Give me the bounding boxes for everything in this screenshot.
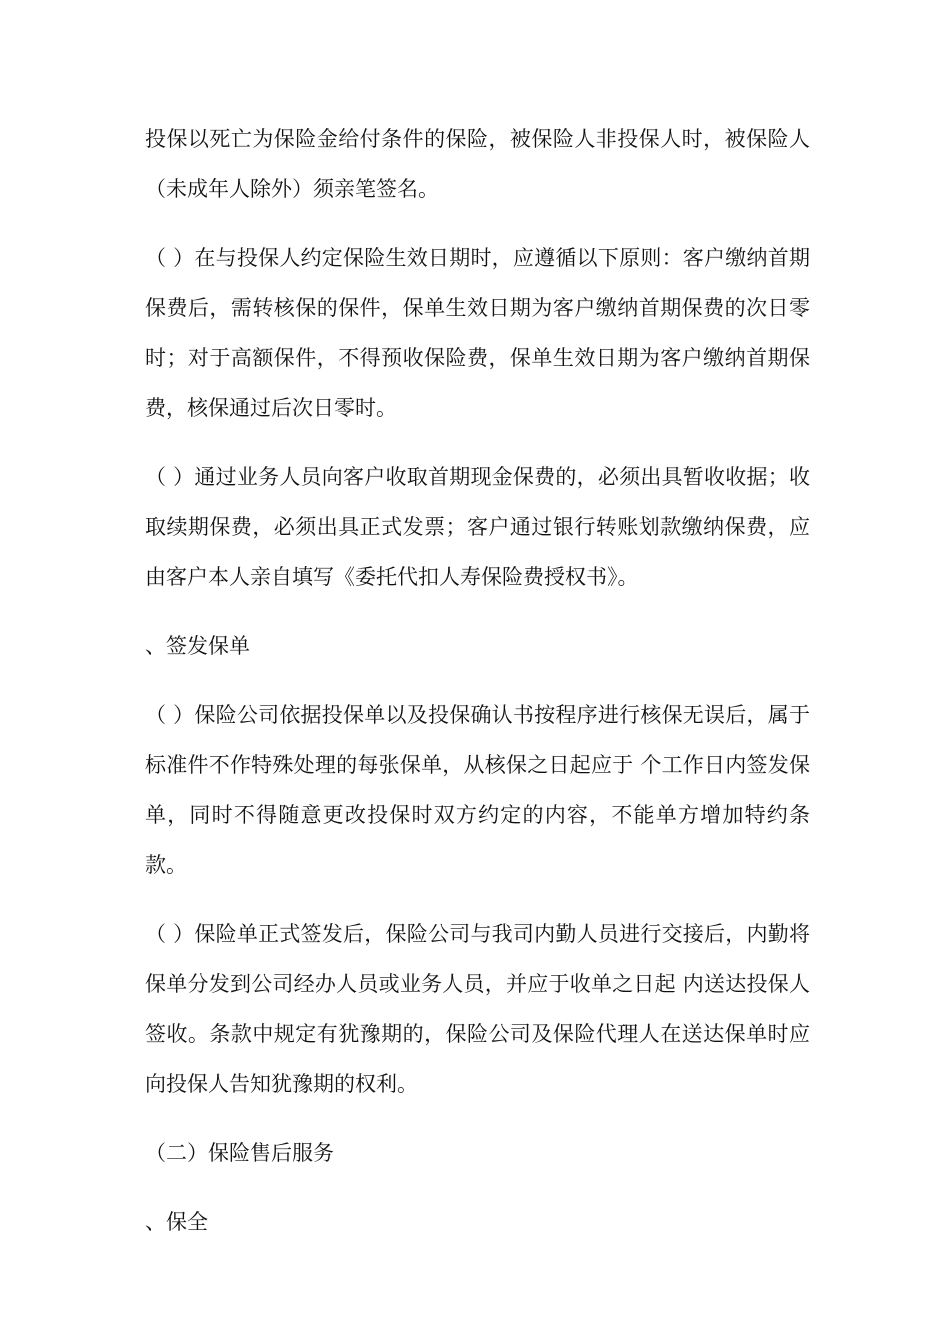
paragraph-policy-delivery: （ ）保险单正式签发后，保险公司与我司内勤人员进行交接后，内勤将保单分发到公司经办人员或业务人员，并应于收单之日起 内送达投保人签收。条款中规定有犹豫期的，保险公司及保险代理人在送达保单时应向投保人告知犹豫期的权利。 xyxy=(145,922,810,1096)
heading-issue-policy: 、签发保单 xyxy=(145,634,250,658)
heading-after-sales-service: （二）保险售后服务 xyxy=(145,1141,334,1165)
heading-preservation: 、保全 xyxy=(145,1210,208,1234)
paragraph-effective-date: （ ）在与投保人约定保险生效日期时，应遵循以下原则：客户缴纳首期保费后，需转核保的保件，保单生效日期为客户缴纳首期保费的次日零时；对于高额保件，不得预收保险费，保单生效日期为客户缴纳首期保费，核保通过后次日零时。 xyxy=(145,246,810,420)
paragraph-premium-collection: （ ）通过业务人员向客户收取首期现金保费的，必须出具暂收收据；收取续期保费，必须出具正式发票；客户通过银行转账划款缴纳保费，应由客户本人亲自填写《委托代扣人寿保险费授权书》。 xyxy=(145,465,810,589)
paragraph-underwriting-issue: （ ）保险公司依据投保单以及投保确认书按程序进行核保无误后，属于标准件不作特殊处理的每张保单，从核保之日起应于 个工作日内签发保单，同时不得随意更改投保时双方约定的内容，不能单方增加特约条款。 xyxy=(145,703,810,877)
paragraph-insured-signature: 投保以死亡为保险金给付条件的保险，被保险人非投保人时，被保险人（未成年人除外）须亲笔签名。 xyxy=(145,127,810,201)
document-body xyxy=(145,114,810,1266)
